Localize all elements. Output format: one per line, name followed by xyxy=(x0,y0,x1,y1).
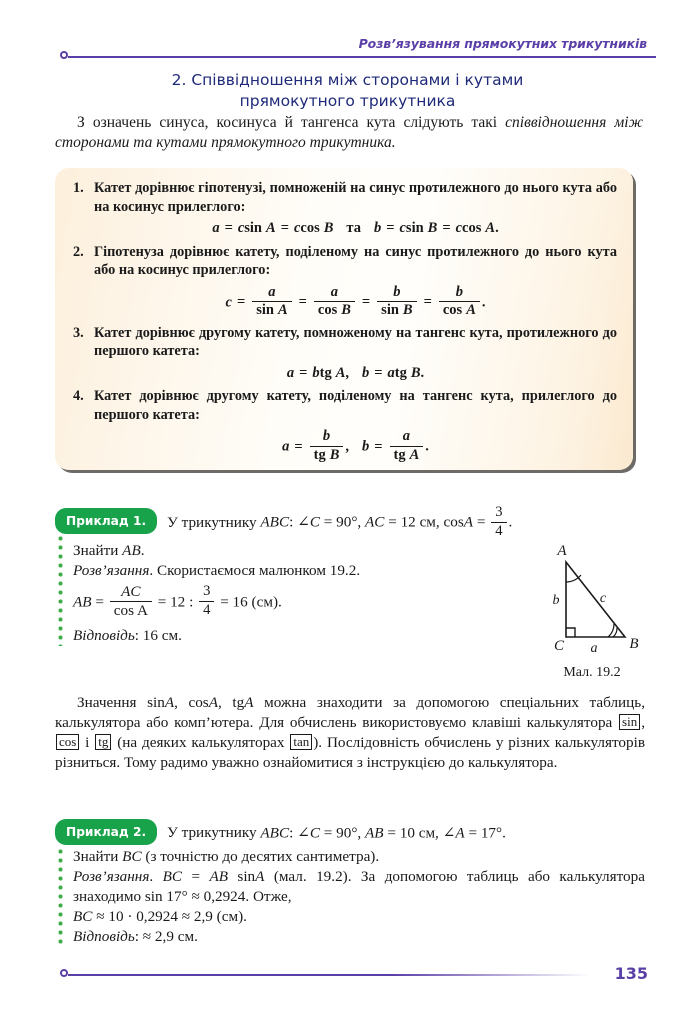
math-cos: cos xyxy=(300,220,320,236)
math-period: . xyxy=(495,220,499,236)
rule-text: Гіпотенуза дорівнює катету, поділеному на синус протилежного до нього кута або на косинус прилеглого: xyxy=(94,243,617,278)
intro-paragraph xyxy=(55,113,643,153)
example-2-segment-bc: BC xyxy=(122,848,142,865)
angle-arc-b-outer xyxy=(608,624,614,637)
math-b: b xyxy=(362,364,370,381)
rule-number: 1. xyxy=(73,180,84,196)
calc-result: = 16 (см). xyxy=(216,592,282,610)
example-1-badge: Приклад 1. xyxy=(55,508,157,534)
example-2-statement-pre: У трикутнику xyxy=(167,824,261,842)
math-b: b xyxy=(312,364,320,381)
example-2-find-post: (з точністю до десятих сантиметра). xyxy=(141,848,380,865)
calc-equals-1: = xyxy=(91,592,108,610)
example-2-answer-text: : ≈ 2,9 см. xyxy=(134,928,198,945)
example-2-solution-pre: . xyxy=(149,868,163,885)
label-vertex-b: B xyxy=(629,636,639,652)
label-vertex-c: C xyxy=(553,638,565,654)
fraction-numerator: 3 xyxy=(491,505,506,523)
example-1-segment-ab: AB xyxy=(122,541,141,559)
math-sin: sin xyxy=(244,220,263,236)
fraction xyxy=(377,285,416,319)
page-number: 135 xyxy=(614,964,648,983)
example-2-segment-ab: AB xyxy=(365,824,384,842)
math-A: A xyxy=(266,220,276,236)
example-1-answer-text: : 16 см. xyxy=(134,627,182,645)
math-cos: cos xyxy=(317,302,338,319)
example-2-block xyxy=(55,821,645,947)
example-1-vertex-c: C xyxy=(309,513,320,531)
header-bullet-circle-icon xyxy=(60,51,68,59)
mid-italic-a-3: A xyxy=(244,694,254,711)
math-A: A xyxy=(466,302,476,319)
math-eq: = xyxy=(224,220,233,236)
example-2-answer-label: Відповідь xyxy=(73,928,135,945)
example-1-dotted-rail xyxy=(58,534,63,646)
calc-equals-2: = xyxy=(153,592,171,610)
mid-part-3: , tg xyxy=(218,694,245,711)
rule-item xyxy=(73,324,617,383)
rule-item xyxy=(73,243,617,320)
example-2-angle-a: A xyxy=(455,824,465,842)
math-sin: sin xyxy=(256,302,274,319)
mid-part-8: ). Послідовність обчислень у різних калькуляторів різниться. Тому радимо уважно ознайомитися з інструкцією до калькулятора. xyxy=(55,734,645,771)
calc-rest: ≈ 10 · 0,2924 ≈ 2,9 (см). xyxy=(92,908,247,925)
math-A: A xyxy=(277,302,288,319)
mid-italic-a-2: A xyxy=(208,694,219,711)
math-B: B xyxy=(402,302,413,319)
math-eq: = xyxy=(423,293,432,310)
mid-part-2: , cos xyxy=(174,694,209,711)
example-2-solution-post: (мал. 19.2). За допомогою таблиць або калькулятора знаходимо sin 17° ≈ 0,2924. Отже, xyxy=(73,868,645,905)
example-1-triangle-abc: ABC xyxy=(260,513,290,531)
label-side-c: c xyxy=(599,591,607,606)
math-B: B xyxy=(329,446,340,463)
example-2-find-line xyxy=(55,847,645,867)
calc-fraction xyxy=(110,584,152,620)
intro-text-italic: співвідношення між сторонами та кутами прямокутного трикутника. xyxy=(55,114,644,151)
example-1-find-post: . xyxy=(140,541,145,559)
example-2-find-pre: Знайти xyxy=(73,848,123,865)
math-eq: = xyxy=(386,220,395,236)
fraction-numerator: a xyxy=(252,285,291,303)
calculator-paragraph xyxy=(55,693,645,773)
math-tg: tg xyxy=(313,446,326,463)
calculator-key-sin: sin xyxy=(619,714,640,730)
example-1-statement xyxy=(55,506,645,541)
example-1-find-pre: Знайти xyxy=(73,541,123,559)
rule-formula xyxy=(94,430,617,464)
triangle-outline xyxy=(566,562,625,637)
fraction xyxy=(390,429,424,463)
math-eq: = xyxy=(298,293,307,310)
header-divider-rule xyxy=(68,56,656,58)
math-comma: , xyxy=(345,364,349,381)
math-period: . xyxy=(420,364,425,381)
label-vertex-a: A xyxy=(557,543,567,559)
footer-divider-rule xyxy=(68,974,590,976)
example-2-angle-degrees: = 17°. xyxy=(464,824,506,842)
example-1-length-text: = 12 см, cos xyxy=(384,513,464,531)
solution-angle-a: A xyxy=(255,868,265,885)
fraction-numerator: b xyxy=(439,285,480,303)
math-period: . xyxy=(508,513,513,531)
intro-text-normal: З означень синуса, косинуса й тангенса кута слідують такі xyxy=(77,114,506,131)
calc-fraction-2 xyxy=(199,584,214,619)
math-eq: = xyxy=(280,220,289,236)
math-tg: tg xyxy=(394,364,407,381)
example-1-statement-pre: У трикутнику xyxy=(167,513,261,531)
math-c: c xyxy=(225,293,232,310)
right-angle-marker xyxy=(566,628,575,637)
example-2-solution-label: Розв’язання xyxy=(73,868,150,885)
math-eq: = xyxy=(374,364,383,381)
example-2-calculation xyxy=(55,907,645,927)
math-cos: cos xyxy=(442,302,463,319)
math-B: B xyxy=(341,302,351,319)
mid-part-4: можна знаходити за допомогою спеціальних таблиць, калькулятора або комп’ютера. Для обчислень використовуємо клавіші калькулятора xyxy=(55,694,646,731)
fraction-numerator: b xyxy=(377,285,416,303)
rule-item xyxy=(73,387,617,464)
math-a: a xyxy=(212,220,220,236)
math-eq: = xyxy=(236,293,246,310)
math-eq: = xyxy=(294,438,303,455)
example-2-solution-line xyxy=(55,867,645,907)
calculator-key-tg: tg xyxy=(95,734,111,750)
fraction-denominator: cos A xyxy=(113,601,148,619)
math-b: b xyxy=(373,220,382,236)
math-B: B xyxy=(410,364,421,381)
math-c: c xyxy=(455,220,463,236)
example-2-vertex-c: C xyxy=(309,824,320,842)
fraction-denominator xyxy=(310,447,344,464)
math-a: a xyxy=(387,364,395,381)
fraction-numerator: a xyxy=(390,429,424,447)
math-c: c xyxy=(237,220,245,236)
math-b: b xyxy=(362,438,370,455)
section-title-line1: 2. Співвідношення між сторонами і кутами xyxy=(171,71,524,89)
rule-formula xyxy=(94,364,617,383)
math-B: B xyxy=(323,220,334,236)
example-1-solution-label: Розв’язання xyxy=(73,561,150,579)
fraction-denominator xyxy=(252,302,291,319)
fraction-denominator xyxy=(314,302,355,319)
example-2-length-text: = 10 см, ∠ xyxy=(383,824,456,842)
mid-italic-a-1: A xyxy=(164,694,175,711)
example-2-badge: Приклад 2. xyxy=(55,819,157,845)
calculator-key-tan: tan xyxy=(290,734,312,750)
math-eq: = xyxy=(374,438,383,455)
calc-segment-ab: AB xyxy=(73,592,92,610)
math-B: B xyxy=(427,220,438,236)
math-tg: tg xyxy=(393,446,406,463)
example-2-triangle-abc: ABC xyxy=(260,824,290,842)
rule-formula xyxy=(94,283,617,320)
fraction-denominator xyxy=(439,302,480,319)
rule-item xyxy=(73,179,617,238)
label-side-a: a xyxy=(590,641,598,656)
math-A: A xyxy=(485,220,496,236)
rules-list xyxy=(55,168,633,465)
footer-bullet-circle-icon xyxy=(60,969,68,977)
label-side-b: b xyxy=(552,593,560,608)
right-triangle-diagram xyxy=(522,540,662,658)
example-1-statement-mid: : ∠ xyxy=(289,513,310,531)
math-conjunction-ta: та xyxy=(346,220,361,236)
math-sin: sin xyxy=(381,302,399,319)
math-period: . xyxy=(425,438,429,455)
math-tg: tg xyxy=(319,364,332,381)
example-2-statement xyxy=(55,821,645,847)
page-footer xyxy=(0,960,695,1000)
mid-part-6: і xyxy=(80,734,95,751)
cos-value-fraction xyxy=(491,505,506,540)
solution-ab: AB xyxy=(209,868,229,885)
figure-caption: Мал. 19.2 xyxy=(563,665,621,680)
fraction xyxy=(314,285,355,319)
solution-bc: BC xyxy=(162,868,183,885)
fraction-numerator: 3 xyxy=(199,584,214,602)
calculator-key-cos: cos xyxy=(56,734,79,750)
rule-text: Катет дорівнює другому катету, поділеному на тангенс кута, прилеглого до першого катета: xyxy=(94,388,617,423)
example-2-angle-value: = 90°, xyxy=(319,824,365,842)
example-1-equals: = xyxy=(473,513,490,531)
example-1-angle-value: = 90°, xyxy=(319,513,365,531)
fraction-denominator xyxy=(390,447,424,464)
figure-19-2 xyxy=(522,540,662,681)
fraction-numerator: AC xyxy=(110,584,152,602)
section-title xyxy=(0,70,695,112)
example-1-segment-ac: AC xyxy=(365,513,385,531)
example-1-solution-text: . Скористаємося малюнком 19.2. xyxy=(149,561,361,579)
mid-part-1: Значення sin xyxy=(77,694,165,711)
rule-number: 2. xyxy=(73,243,84,260)
fraction-numerator: b xyxy=(310,429,344,447)
fraction-numerator: a xyxy=(314,285,355,303)
math-A: A xyxy=(335,364,346,381)
fraction-denominator: 4 xyxy=(495,522,503,539)
fraction-denominator xyxy=(377,302,416,319)
example-1-angle-a: A xyxy=(463,513,474,531)
math-sin: sin xyxy=(405,220,424,236)
running-header-title: Розв’язування прямокутних трикутників xyxy=(358,36,647,51)
math-period: . xyxy=(481,293,486,310)
rule-text: Катет дорівнює гіпотенузі, помноженій на синус протилежного до нього кута або на косинус прилеглого: xyxy=(94,180,617,215)
calc-segment-bc: BC xyxy=(73,908,93,925)
fraction xyxy=(252,285,291,319)
section-title-line2: прямокутного трикутника xyxy=(239,92,456,110)
math-eq: = xyxy=(361,293,371,310)
rule-text: Катет дорівнює другому катету, помноженому на тангенс кута, протилежного до першого катета: xyxy=(94,324,617,360)
math-a: a xyxy=(282,438,290,455)
math-eq: = xyxy=(442,220,451,236)
math-A: A xyxy=(409,446,420,463)
example-1-answer-label: Відповідь xyxy=(73,627,135,645)
example-2-answer xyxy=(55,927,645,947)
fraction xyxy=(310,429,344,463)
calc-twelve: 12 : xyxy=(170,592,198,610)
math-c: c xyxy=(399,220,406,236)
solution-equals: = xyxy=(182,868,210,885)
mid-part-7: (на деяких калькуляторах xyxy=(112,734,290,751)
fraction-denominator: 4 xyxy=(203,601,211,618)
page-header xyxy=(0,0,695,66)
formula-rules-box xyxy=(55,168,633,470)
example-2-body xyxy=(55,821,645,947)
rule-formula xyxy=(94,219,617,238)
mid-part-5: , xyxy=(641,714,645,731)
rule-number: 4. xyxy=(73,388,84,405)
example-2-statement-mid: : ∠ xyxy=(289,824,310,842)
math-c: c xyxy=(293,220,301,236)
rule-number: 3. xyxy=(73,324,84,341)
fraction xyxy=(439,285,480,319)
math-eq: = xyxy=(299,364,308,381)
solution-sin: sin xyxy=(228,868,256,885)
math-a: a xyxy=(286,364,295,381)
math-cos: cos xyxy=(462,220,482,236)
math-comma: , xyxy=(345,438,349,455)
example-2-dotted-rail xyxy=(58,847,63,947)
